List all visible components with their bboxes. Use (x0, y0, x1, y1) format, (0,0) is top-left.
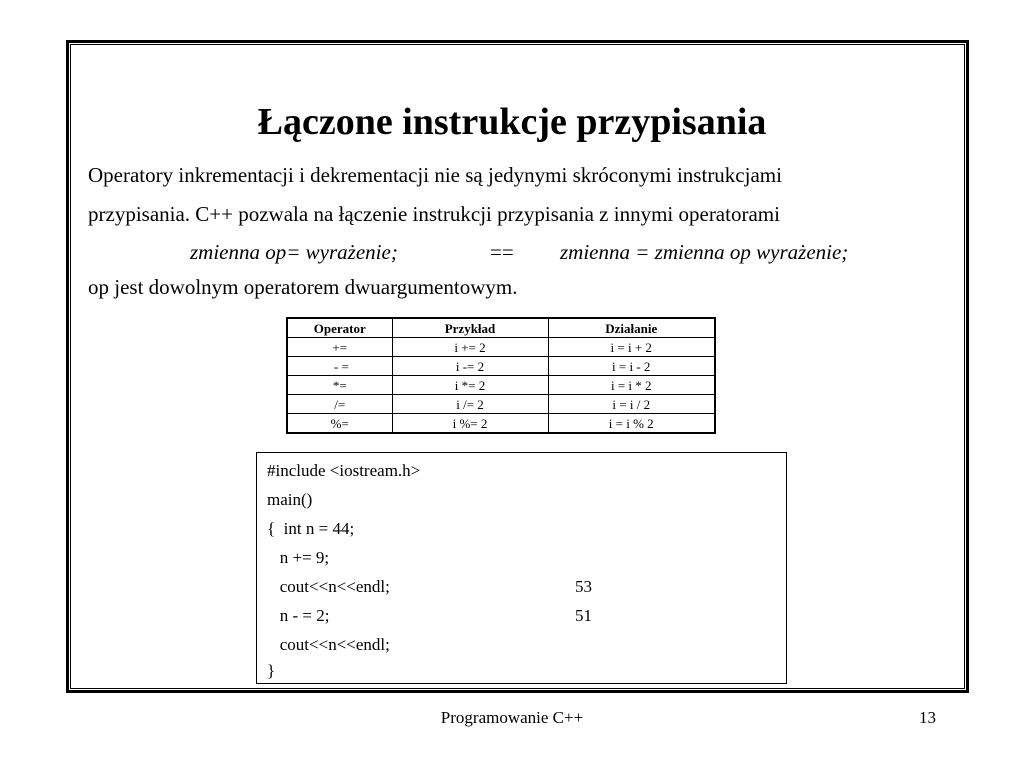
table-cell-operator: += (287, 338, 392, 357)
table-cell-example: i %= 2 (392, 414, 548, 434)
table-cell-action: i = i + 2 (548, 338, 715, 357)
table-cell-operator: *= (287, 376, 392, 395)
footer-course-title: Programowanie C++ (440, 708, 584, 727)
code-line: n - = 2; (267, 606, 330, 625)
code-line: cout<<n<<endl; (267, 635, 390, 654)
table-cell-example: i /= 2 (392, 395, 548, 414)
table-row (287, 376, 715, 395)
table-cell-operator: %= (287, 414, 392, 434)
code-line: n += 9; (267, 548, 330, 567)
formula-left: zmienna op= wyrażenie; (190, 240, 398, 264)
slide-title: Łączone instrukcje przypisania (257, 101, 767, 143)
header-example: Przykład (392, 318, 548, 338)
operators-table (286, 317, 716, 434)
table-cell-action: i = i / 2 (548, 395, 715, 414)
paragraph-line-2: przypisania. C++ pozwala na łączenie instrukcji przypisania z innymi operatorami (88, 202, 780, 226)
code-line: main() (267, 490, 313, 509)
table-cell-example: i -= 2 (392, 357, 548, 376)
table-cell-action: i = i - 2 (548, 357, 715, 376)
code-line: cout<<n<<endl; (267, 577, 390, 596)
code-output-2: 51 (575, 606, 592, 625)
formula-equiv: == (490, 240, 514, 264)
table-cell-operator: - = (287, 357, 392, 376)
table-cell-example: i += 2 (392, 338, 548, 357)
table-cell-operator: /= (287, 395, 392, 414)
code-line: { int n = 44; (267, 519, 355, 538)
table-row (287, 338, 715, 357)
paragraph-line-3: op jest dowolnym operatorem dwuargumentowym. (88, 275, 518, 299)
code-output-1: 53 (575, 577, 592, 596)
code-line: #include <iostream.h> (267, 461, 421, 480)
header-action: Działanie (548, 318, 715, 338)
table-header-row (287, 318, 715, 338)
code-example-box (256, 452, 787, 684)
table-row (287, 357, 715, 376)
code-line: } (267, 661, 276, 680)
table-cell-action: i = i * 2 (548, 376, 715, 395)
formula-right: zmienna = zmienna op wyrażenie; (560, 240, 849, 264)
table-row (287, 414, 715, 434)
footer-page-number: 13 (919, 708, 936, 727)
table-cell-example: i *= 2 (392, 376, 548, 395)
table-cell-action: i = i % 2 (548, 414, 715, 434)
header-operator: Operator (287, 318, 392, 338)
table-row (287, 395, 715, 414)
paragraph-line-1: Operatory inkrementacji i dekrementacji nie są jedynymi skróconymi instrukcjami (88, 163, 782, 187)
